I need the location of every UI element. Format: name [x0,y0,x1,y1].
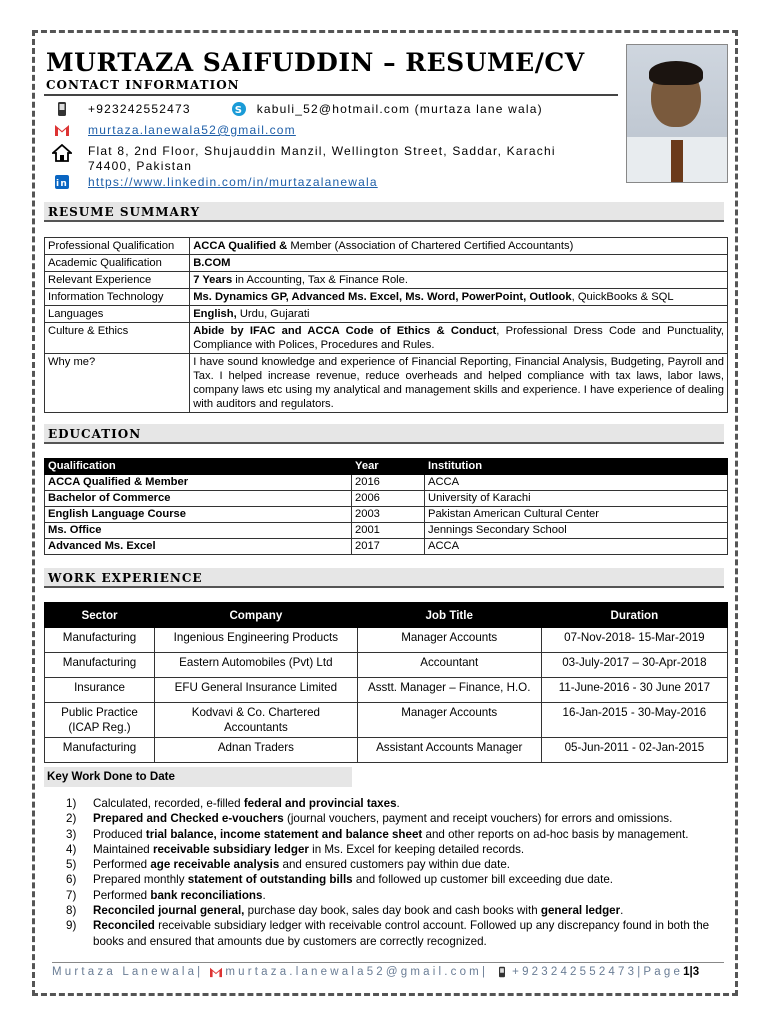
key-work-plain: Produced [93,827,146,841]
work-cell: Asstt. Manager – Finance, H.O. [357,678,541,703]
key-work-text [93,888,266,903]
summary-value-text: Member (Association of Chartered Certified Accountants) [287,240,574,252]
profile-photo [626,44,728,183]
education-cell: 2003 [352,507,425,523]
work-cell: EFU General Insurance Limited [155,678,358,703]
education-cell: 2016 [352,475,425,491]
work-column-header: Sector [45,603,155,628]
summary-value-bold: B.COM [193,257,231,269]
summary-value-text: in Accounting, Tax & Finance Role. [232,274,408,286]
summary-row [45,323,728,354]
phone-icon [496,966,508,978]
summary-value [190,255,728,272]
key-work-plain: . [396,797,400,810]
key-work-text [93,918,722,949]
work-cell: 05-Jun-2011 - 02-Jan-2015 [541,738,727,763]
education-cell: English Language Course [45,507,352,523]
work-row [45,678,728,703]
education-cell: Ms. Office [45,523,352,539]
key-work-heading: Key Work Done to Date [44,767,352,787]
key-work-plain: and other reports on ad-hoc basis by management. [422,827,689,841]
work-cell: Ingenious Engineering Products [155,628,358,653]
education-row [45,523,728,539]
summary-label: Culture & Ethics [45,323,190,354]
key-work-number: 5) [66,858,77,872]
key-work-number: 6) [66,873,77,887]
work-row [45,703,728,738]
work-cell: 16-Jan-2015 - 30-May-2016 [541,703,727,738]
key-work-plain: and ensured customers pay within due date. [279,858,511,872]
summary-value-bold: Ms. Dynamics GP, Advanced Ms. Excel, Ms. Word, PowerPoint, Outlook [193,291,572,303]
summary-label: Academic Qualification [45,255,190,272]
work-cell: Adnan Traders [155,738,358,763]
key-work-plain: Calculated, recorded, e-filled [93,797,244,810]
address-line-1: Flat 8, 2nd Floor, Shujauddin Manzil, Wellington Street, Saddar, Karachi [88,144,556,158]
summary-row [45,255,728,272]
work-cell: Eastern Automobiles (Pvt) Ltd [155,653,358,678]
work-cell: Manager Accounts [357,703,541,738]
email-link[interactable]: murtaza.lanewala52@gmail.com [88,123,296,137]
key-work-item [66,872,722,887]
key-work-number: 1) [66,797,77,810]
key-work-item [66,842,722,857]
key-work-text [93,903,623,918]
key-work-item [66,796,722,811]
key-work-plain: purchase day book, sales day book and cash books with [244,904,541,918]
footer-phone: +923242552473|Page [512,966,684,978]
education-column-header: Institution [425,459,728,475]
key-work-text [93,872,613,887]
contact-email-row [54,123,296,137]
summary-value-text: Urdu, Gujarati [236,308,310,320]
education-row [45,475,728,491]
education-row [45,491,728,507]
summary-value-text: , QuickBooks & SQL [571,291,674,303]
summary-value-bold: English, [193,308,237,320]
work-cell: Manager Accounts [357,628,541,653]
svg-text:in: in [56,179,68,189]
summary-value-bold: 7 Years [193,274,233,286]
work-column-header: Job Title [357,603,541,628]
skype-icon [231,102,247,116]
summary-value-text: , Professional Dress Code and Punctuality, Compliance with Polices, Procedures and Rules. [193,325,724,351]
summary-row [45,272,728,289]
key-work-bold: age receivable analysis [150,858,280,872]
phone-number: +923242552473 [88,102,191,116]
key-work-bold: Reconciled [93,919,155,933]
key-work-number: 3) [66,827,77,841]
work-cell: Manufacturing [45,653,155,678]
key-work-bold: federal and provincial taxes [243,797,397,810]
education-table [44,458,728,555]
phone-icon [54,102,70,116]
work-cell: 07-Nov-2018- 15-Mar-2019 [541,628,727,653]
key-work-plain: and followed up customer bill exceeding due date. [352,873,614,887]
linkedin-icon [54,175,70,189]
work-header-row [45,603,728,628]
key-work-number: 8) [66,904,77,918]
contact-address-row [52,144,556,173]
key-work-text [93,827,688,842]
summary-table [44,237,728,413]
work-cell: Accountant [357,653,541,678]
summary-label: Why me? [45,354,190,413]
summary-label: Professional Qualification [45,238,190,255]
summary-value-bold: ACCA Qualified & [193,240,288,252]
gmail-icon [209,966,223,978]
education-cell: 2017 [352,539,425,555]
key-work-plain: . [262,888,266,902]
work-row [45,738,728,763]
key-work-number: 2) [66,812,77,826]
key-work-bold: Prepared and Checked e-vouchers [93,812,284,826]
education-cell: ACCA [425,475,728,491]
key-work-plain: receivable subsidiary ledger with receivable control account. Followed up any discrepancy found in both the books and ensured that amounts due by customers are correctly recognized. [93,919,710,948]
key-work-plain: Performed [93,858,151,872]
work-cell: Manufacturing [45,628,155,653]
summary-value [190,289,728,306]
key-work-plain: Maintained [93,842,153,856]
work-cell: Manufacturing [45,738,155,763]
work-row [45,628,728,653]
gmail-icon [54,123,70,137]
summary-value-text: I have sound knowledge and experience of Financial Reporting, Financial Analysis, Budgeting, Payroll and Tax. I helped increase revenue, reduce overheads and helped compliance with tax laws, labor laws, company laws etc using my analytical and management skills and experience. I have experience of dealing with auditors and regulators. [193,356,724,410]
work-column-header: Company [155,603,358,628]
key-work-item [66,827,722,842]
education-row [45,507,728,523]
work-column-header: Duration [541,603,727,628]
key-work-plain: in Ms. Excel for keeping detailed records. [308,842,525,856]
key-work-plain: Performed [93,888,151,902]
work-cell: Public Practice (ICAP Reg.) [45,703,155,738]
summary-row [45,238,728,255]
summary-heading: RESUME SUMMARY [44,202,724,222]
contact-linkedin-row [54,175,378,189]
summary-row [45,289,728,306]
summary-value-bold: Abide by IFAC and ACCA Code of Ethics & Conduct [193,325,497,337]
summary-value [190,354,728,413]
key-work-text [93,811,672,826]
key-work-plain: . [620,904,624,918]
key-work-plain: Prepared monthly [93,873,188,887]
education-cell: ACCA Qualified & Member [45,475,352,491]
summary-row [45,354,728,413]
key-work-bold: general ledger [540,904,621,918]
education-heading: EDUCATION [44,424,724,444]
home-icon [52,144,72,162]
work-table [44,602,728,763]
key-work-number: 4) [66,842,77,856]
key-work-bold: trial balance, income statement and balance sheet [145,827,423,841]
key-work-item [66,918,722,949]
key-work-text [93,857,510,872]
svg-text:S: S [234,105,243,116]
education-cell: 2001 [352,523,425,539]
key-work-number: 9) [66,919,77,933]
key-work-item [66,888,722,903]
education-cell: ACCA [425,539,728,555]
education-cell: 2006 [352,491,425,507]
summary-row [45,306,728,323]
key-work-bold: Reconciled journal general, [93,904,245,918]
work-heading: WORK EXPERIENCE [44,568,724,588]
key-work-item [66,811,722,826]
summary-label: Relevant Experience [45,272,190,289]
work-cell: Kodvavi & Co. Chartered Accountants [155,703,358,738]
contact-heading: CONTACT INFORMATION [44,78,618,96]
work-cell: 11-June-2016 - 30 June 2017 [541,678,727,703]
page-footer [52,962,724,981]
summary-value [190,238,728,255]
education-column-header: Qualification [45,459,352,475]
address-line-2: 74400, Pakistan [88,158,193,173]
footer-email: murtaza.lanewala52@gmail.com| [225,966,489,978]
work-row [45,653,728,678]
contact-phone-row [54,102,543,116]
work-cell: 03-July-2017 – 30-Apr-2018 [541,653,727,678]
key-work-plain: (journal vouchers, payment and receipt vouchers) for errors and omissions. [283,812,673,826]
summary-label: Information Technology [45,289,190,306]
linkedin-link[interactable]: https://www.linkedin.com/in/murtazalanewala [88,175,378,189]
key-work-text [93,842,524,857]
key-work-list [66,796,722,949]
education-cell: Pakistan American Cultural Center [425,507,728,523]
work-cell: Assistant Accounts Manager [357,738,541,763]
footer-name: Murtaza Lanewala| [52,966,204,978]
education-header-row [45,459,728,475]
summary-value [190,272,728,289]
key-work-bold: bank reconciliations [150,888,263,902]
key-work-item [66,903,722,918]
key-work-text [93,796,400,811]
summary-value [190,306,728,323]
summary-label: Languages [45,306,190,323]
key-work-bold: statement of outstanding bills [187,873,353,887]
key-work-number: 7) [66,888,77,902]
education-cell: Advanced Ms. Excel [45,539,352,555]
work-cell: Insurance [45,678,155,703]
education-column-header: Year [352,459,425,475]
education-cell: Jennings Secondary School [425,523,728,539]
footer-page-number: 1|3 [683,966,700,978]
page-title: MURTAZA SAIFUDDIN – RESUME/CV [46,48,585,77]
education-row [45,539,728,555]
education-cell: University of Karachi [425,491,728,507]
key-work-item [66,857,722,872]
education-cell: Bachelor of Commerce [45,491,352,507]
summary-value [190,323,728,354]
key-work-bold: receivable subsidiary ledger [152,842,309,856]
skype-id: kabuli_52@hotmail.com (murtaza lane wala) [256,102,543,116]
